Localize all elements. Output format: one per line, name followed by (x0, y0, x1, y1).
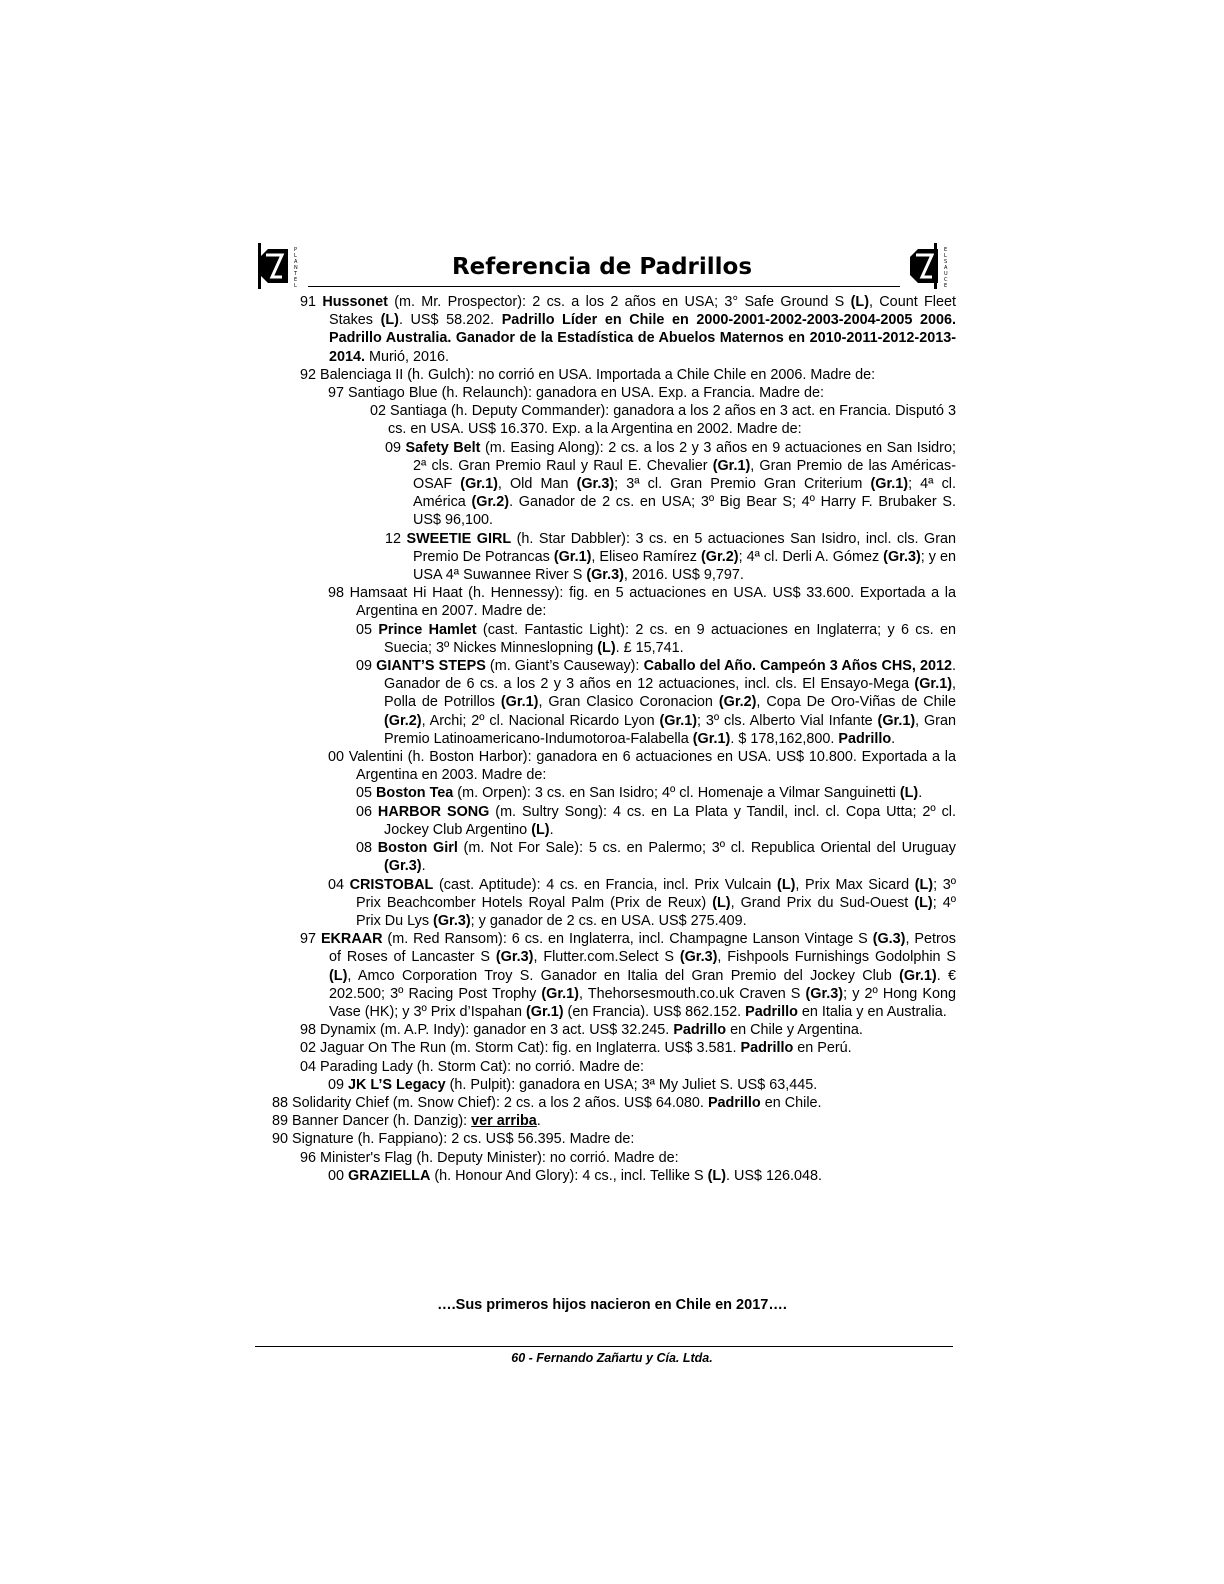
footer-rule (255, 1346, 953, 1347)
text-run: ; y ganador de 2 cs. en USA. US$ 275.409. (470, 912, 747, 929)
text-run: 98 Dynamix (m. A.P. Indy): ganador en 3 act. US$ 32.245. (300, 1022, 674, 1039)
text-run: 06 (356, 803, 378, 820)
text-run: (cast. Aptitude): 4 cs. en Francia, incl. Prix Vulcain (433, 876, 778, 893)
pedigree-entry-cristobal (268, 876, 956, 931)
page-title: Referencia de Padrillos (451, 254, 753, 280)
bold-run: EKRAAR (320, 931, 383, 948)
pedigree-entry-boston-girl (268, 839, 956, 875)
svg-text:C: C (944, 277, 948, 283)
text-run: (h. Star Dabbler): 3 cs. en 5 actuaciones San Isidro, incl. cls. Gran Premio De Potrancas (413, 530, 957, 565)
text-run: 96 Minister's Flag (h. Deputy Minister): no corrió. Madre de: (300, 1149, 679, 1166)
text-run: (m. Sultry Song): 4 cs. en La Plata y Tandil, incl. cl. Copa Utta; 2º cl. Jockey Club Argentino (384, 803, 956, 838)
bold-run: (Gr.1) (525, 1003, 564, 1020)
text-run: 00 (328, 1167, 349, 1184)
bold-run: (Gr.1) (500, 694, 539, 711)
text-run: 92 Balenciaga II (h. Gulch): no corrió en USA. Importada a Chile Chile en 2006. Madre de: (300, 366, 876, 383)
bold-run: (Gr.2) (471, 494, 510, 511)
text-run: ; 3º cls. Alberto Vial Infante (697, 712, 878, 729)
text-run: ; 4º Prix Du Lys (356, 894, 956, 929)
pedigree-entry-santiago-blue (268, 384, 956, 402)
pedigree-entry-harbor-song (268, 803, 956, 839)
svg-text:S: S (944, 259, 948, 265)
bold-run: (L) (712, 894, 731, 911)
text-run: 05 (356, 785, 377, 802)
bold-run: Padrillo (707, 1094, 761, 1111)
text-run: , Prix Max Sicard (795, 876, 915, 893)
svg-text:E: E (944, 247, 948, 253)
text-run: ; 4ª cl. Derli A. Gómez (738, 548, 884, 565)
bold-run: (Gr.2) (384, 712, 422, 729)
bold-run[interactable]: ver arriba (471, 1113, 537, 1130)
text-run: 88 Solidarity Chief (m. Snow Chief): 2 cs. a los 2 años. US$ 64.080. (272, 1094, 708, 1111)
text-run: ; y 2º Hong Kong Vase (HK); y 3º Prix d’Ispahan (329, 985, 956, 1020)
bold-run: Padrillo (740, 1040, 794, 1057)
text-run: . US$ 126.048. (726, 1167, 823, 1184)
text-run: ; 3ª cl. Gran Premio Gran Criterium (614, 476, 871, 493)
bold-run: (L) (914, 894, 933, 911)
pedigree-content (268, 293, 956, 1185)
bold-run: JK L’S Legacy (348, 1076, 446, 1093)
text-run: . € 202.500; 3º Racing Post Trophy (329, 967, 957, 1002)
bold-run: HARBOR SONG (377, 803, 490, 820)
text-run: 08 (356, 840, 378, 857)
pedigree-entry-jaguar (268, 1039, 956, 1057)
bold-run: GRAZIELLA (348, 1167, 431, 1184)
text-run: . Ganador de 6 cs. a los 2 y 3 años en 12 actuaciones, incl. cls. El Ensayo-Mega (384, 658, 956, 693)
bold-run: (Gr.1) (553, 548, 592, 565)
text-run: ; 4ª cl. América (413, 476, 956, 511)
text-run: 05 (356, 621, 379, 638)
text-run: , Polla de Potrillos (384, 676, 956, 711)
bold-run: (Gr.3) (586, 567, 624, 584)
svg-text:L: L (294, 253, 297, 259)
bold-run: (Gr.1) (692, 730, 731, 747)
pedigree-entry-ekraar (268, 930, 956, 1021)
svg-text:P: P (294, 247, 298, 253)
pedigree-entry-solidarity-chief (268, 1094, 956, 1112)
bold-run: (Gr.3) (433, 912, 471, 929)
pedigree-entry-giants-steps (268, 657, 956, 748)
bold-run: (Gr.1) (870, 476, 909, 493)
bold-run: (Gr.3) (495, 949, 534, 966)
bold-run: GIANT’S STEPS (376, 658, 486, 675)
text-run: , Flutter.com.Select S (533, 949, 680, 966)
text-run: , Gran Clasico Coronacion (538, 694, 719, 711)
svg-text:A: A (294, 259, 298, 265)
text-run: , Eliseo Ramírez (591, 548, 702, 565)
svg-text:E: E (944, 283, 948, 289)
pedigree-entry-signature (268, 1130, 956, 1148)
text-run: . (549, 821, 554, 838)
text-run: 91 (300, 294, 323, 310)
text-run: 02 Santiaga (h. Deputy Commander): ganadora a los 2 años en 3 act. en Francia. Disputó 3 cs. en USA. US$ 16.370. Exp. a la Argentina en 2002. Madre de: (370, 403, 956, 438)
bold-run: (Gr.2) (718, 694, 757, 711)
text-run: (en Francia). US$ 862.152. (563, 1003, 746, 1020)
text-run: (cast. Fantastic Light): 2 cs. en 9 actuaciones en Inglaterra; y 6 cs. en Suecia; 3º Nickes Minneslopning (384, 621, 956, 656)
bold-run: (L) (597, 639, 616, 656)
text-run: 12 (385, 530, 407, 547)
text-run: en Chile y Argentina. (726, 1022, 863, 1039)
bold-run: (L) (707, 1167, 726, 1184)
svg-text:L: L (944, 253, 947, 259)
bold-run: Padrillo Líder en Chile en 2000-2001-2002-2003-2004-2005 2006. Padrillo Australia. Ganador de la Estadística de Abuelos Maternos en 2010-2011-2012-2013-2014. (329, 312, 956, 365)
pedigree-entry-balenciaga (268, 366, 956, 384)
text-run: (m. Orpen): 3 cs. en San Isidro; 4º cl. Homenaje a Vilmar Sanguinetti (453, 785, 900, 802)
text-run: 04 (328, 876, 350, 893)
bold-run: Boston Tea (376, 785, 454, 802)
text-run: , Amco Corporation Troy S. Ganador en Italia del Gran Premio del Jockey Club (347, 967, 900, 984)
pedigree-entry-hussonet (268, 293, 956, 366)
text-run: , Gran Premio de las Américas-OSAF (413, 457, 957, 493)
bold-run: (Gr.3) (384, 858, 422, 875)
text-run: 09 (385, 439, 406, 456)
bold-run: (L) (329, 967, 348, 984)
text-run: . $ 178,162,800. (730, 730, 839, 747)
text-run: , Gran Premio Latinoamericano-Indumotoroa-Falabella (384, 712, 956, 747)
text-run: (m. Not For Sale): 5 cs. en Palermo; 3º cl. Republica Oriental del Uruguay (457, 840, 956, 857)
bold-run: Hussonet (322, 294, 388, 310)
bold-run: Boston Girl (377, 840, 458, 857)
text-run: . (421, 858, 426, 875)
bold-run: (Gr.1) (659, 712, 698, 729)
text-run: , Archi; 2º cl. Nacional Ricardo Lyon (421, 712, 660, 729)
svg-text:A: A (944, 265, 948, 271)
text-run: . (918, 785, 923, 802)
text-run: , Grand Prix du Sud-Ouest (730, 894, 915, 911)
text-run: . (891, 730, 896, 747)
pedigree-entry-jk-ls-legacy (268, 1076, 956, 1094)
bold-run: Padrillo (745, 1003, 798, 1020)
text-run: 98 Hamsaat Hi Haat (h. Hennessy): fig. en 5 actuaciones en USA. US$ 33.600. Exportada a la Argentina en 2007. Madre de: (328, 585, 956, 620)
text-run: en Italia y en Australia. (797, 1003, 947, 1020)
text-run: 09 (328, 1076, 349, 1093)
text-run: 97 Santiago Blue (h. Relaunch): ganadora en USA. Exp. a Francia. Madre de: (328, 385, 824, 402)
svg-text:U: U (944, 271, 948, 277)
text-run: (m. Easing Along): 2 cs. a los 2 y 3 años en 9 actuaciones en San Isidro; 2ª cls. Gran Premio Raul y Raul E. Chevalier (413, 439, 956, 474)
bold-run: Padrillo (673, 1022, 727, 1039)
svg-text:E: E (294, 277, 298, 283)
bold-run: (L) (850, 294, 869, 310)
text-run: en Chile. (760, 1094, 822, 1111)
pedigree-entry-graziella (268, 1167, 956, 1185)
pedigree-entry-parading-lady (268, 1058, 956, 1076)
text-run: (m. Red Ransom): 6 cs. en Inglaterra, incl. Champagne Lanson Vintage S (382, 931, 873, 948)
bold-run: (L) (777, 876, 796, 893)
bold-run: (Gr.1) (460, 476, 498, 493)
text-run: 09 (356, 658, 377, 675)
bold-run: (Gr.3) (883, 548, 921, 565)
pedigree-entry-santiaga (268, 402, 956, 438)
text-run: 00 Valentini (h. Boston Harbor): ganadora en 6 actuaciones en USA. US$ 10.800. Exportada a la Argentina en 2003. Madre de: (328, 749, 956, 784)
bold-run: (L) (531, 821, 550, 838)
text-run: (h. Honour And Glory): 4 cs., incl. Tellike S (430, 1167, 708, 1184)
text-run: 02 Jaguar On The Run (m. Storm Cat): fig. en Inglaterra. US$ 3.581. (300, 1040, 741, 1057)
stud-logo-right-icon (904, 243, 960, 289)
bold-run: (Gr.1) (541, 985, 579, 1002)
bold-run: SWEETIE GIRL (406, 530, 512, 547)
text-run: . US$ 58.202. (398, 312, 502, 329)
svg-text:L: L (294, 283, 297, 289)
bold-run: Caballo del Año. Campeón 3 Años CHS, 2012 (643, 658, 952, 675)
bold-run: (L) (914, 876, 934, 893)
header-rule (308, 286, 900, 287)
bold-run: Safety Belt (405, 439, 481, 456)
bold-run: (Gr.3) (805, 985, 844, 1002)
text-run: (h. Pulpit): ganadora en USA; 3ª My Juliet S. US$ 63,445. (445, 1076, 818, 1093)
pedigree-entry-dynamix (268, 1021, 956, 1039)
text-run: ; y en USA 4ª Suwannee River S (413, 548, 956, 584)
pedigree-entry-sweetie-girl (268, 530, 956, 585)
pedigree-entry-valentini (268, 748, 956, 784)
text-run: Murió, 2016. (365, 348, 450, 365)
pedigree-entry-boston-tea (268, 784, 956, 802)
svg-text:T: T (294, 271, 298, 277)
text-run: , Thehorsesmouth.co.uk Craven S (578, 985, 806, 1002)
pedigree-entry-banner-dancer (268, 1112, 956, 1130)
text-run: , Old Man (497, 476, 577, 493)
pedigree-entry-safety-belt (268, 439, 956, 530)
text-run: . (536, 1113, 541, 1130)
text-run: , Count Fleet Stakes (329, 294, 957, 329)
bold-run: (G.3) (872, 931, 906, 948)
bold-run: (Gr.1) (712, 457, 751, 474)
bold-run: (Gr.2) (701, 548, 739, 565)
text-run: (m. Mr. Prospector): 2 cs. a los 2 años en USA; 3° Safe Ground S (387, 294, 851, 310)
text-run: (m. Giant’s Causeway): (485, 658, 644, 675)
text-run: 04 Parading Lady (h. Storm Cat): no corrió. Madre de: (300, 1058, 644, 1075)
pedigree-entry-hamsaat (268, 584, 956, 620)
text-run: 89 Banner Dancer (h. Danzig): (272, 1113, 472, 1130)
bold-run: (Gr.1) (914, 676, 952, 693)
closing-line: ….Sus primeros hijos nacieron en Chile en 2017…. (437, 1297, 787, 1313)
bold-run: CRISTOBAL (349, 876, 434, 893)
text-run: , 2016. US$ 9,797. (623, 567, 744, 584)
bold-run: (Gr.1) (899, 967, 937, 984)
bold-run: Prince Hamlet (378, 621, 477, 638)
bold-run: (Gr.1) (877, 712, 916, 729)
text-run: , Copa De Oro-Viñas de Chile (756, 694, 957, 711)
text-run: , Fishpools Furnishings Godolphin S (717, 949, 957, 966)
bold-run: (L) (899, 785, 919, 802)
bold-run: Padrillo (838, 730, 892, 747)
bold-run: (L) (380, 312, 399, 329)
text-run: en Perú. (793, 1040, 852, 1057)
bold-run: (Gr.3) (576, 476, 615, 493)
text-run: . Ganador de 2 cs. en USA; 3º Big Bear S; 4º Harry F. Brubaker S. US$ 96,100. (413, 494, 956, 529)
page-footer: 60 - Fernando Zañartu y Cía. Ltda. (511, 1351, 713, 1365)
svg-text:N: N (294, 265, 298, 271)
pedigree-entry-prince-hamlet (268, 621, 956, 657)
text-run: , Petros of Roses of Lancaster S (329, 931, 956, 966)
text-run: 90 Signature (h. Fappiano): 2 cs. US$ 56.395. Madre de: (272, 1131, 635, 1148)
bold-run: (Gr.3) (679, 949, 718, 966)
text-run: 97 (300, 931, 321, 948)
text-run: ; 3º Prix Beachcomber Hotels Royal Palm (Prix de Reux) (356, 876, 956, 911)
pedigree-entry-ministers-flag (268, 1149, 956, 1167)
text-run: . £ 15,741. (615, 639, 684, 656)
